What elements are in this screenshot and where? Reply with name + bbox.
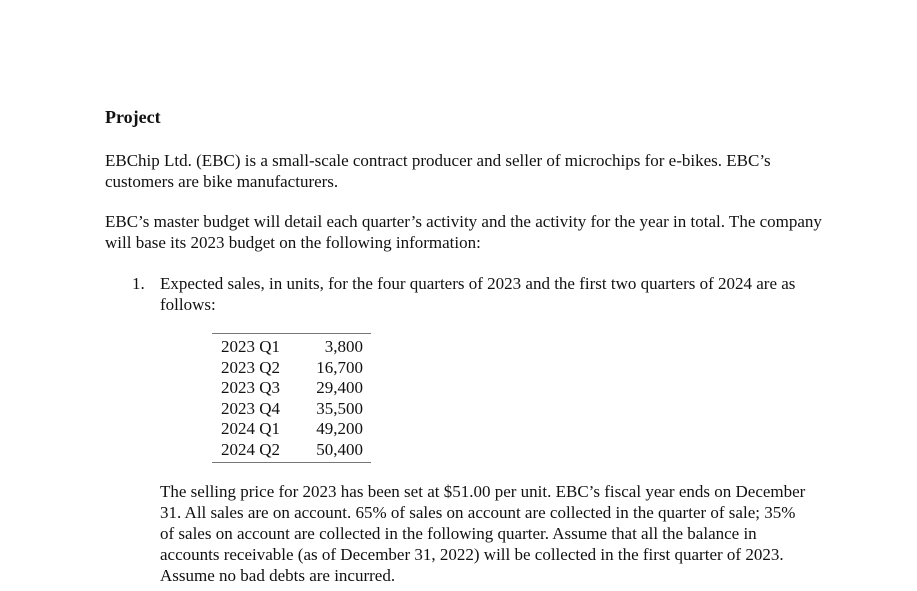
table-row — [212, 358, 371, 379]
expected-sales-table — [212, 333, 371, 463]
units-cell: 3,800 — [324, 337, 363, 356]
units-cell: 49,200 — [316, 419, 363, 438]
units-cell: 35,500 — [316, 398, 363, 418]
table-row — [212, 440, 371, 463]
table-row — [212, 334, 371, 358]
table-row — [212, 399, 371, 420]
quarter-cell: 2023 Q3 — [221, 378, 281, 397]
units-cell: 50,400 — [316, 439, 363, 459]
intro-paragraph: EBChip Ltd. (EBC) is a small-scale contract producer and seller of microchips for e-bikes. EBC’s customers are bike manufacturers. — [105, 151, 771, 191]
quarter-cell: 2024 Q2 — [221, 439, 281, 459]
selling-price-paragraph: The selling price for 2023 has been set at $51.00 per unit. EBC’s fiscal year ends on December 31. All sales are on account. 65% of sales on account are collected in the quarter of sale; 35% of sales on account are collected in the following quarter. Assume that all the balance in accounts receivable (as of December 31, 2022) will be collected in the first quarter of 2023. Assume no bad debts are incurred. — [160, 482, 806, 585]
quarter-cell: 2024 Q1 — [221, 419, 281, 438]
list-item-number: 1. — [132, 274, 145, 293]
units-cell: 29,400 — [316, 378, 363, 397]
units-cell: 16,700 — [316, 357, 363, 377]
table-row — [212, 419, 371, 440]
document-title: Project — [105, 107, 161, 127]
quarter-cell: 2023 Q1 — [221, 337, 281, 356]
budget-paragraph: EBC’s master budget will detail each quarter’s activity and the activity for the year in total. The company will base its 2023 budget on the following information: — [105, 212, 822, 252]
quarter-cell: 2023 Q4 — [221, 398, 281, 418]
quarter-cell: 2023 Q2 — [221, 357, 281, 377]
list-item-text: Expected sales, in units, for the four quarters of 2023 and the first two quarters of 2024 are as follows: — [160, 274, 796, 314]
table-row — [212, 378, 371, 399]
